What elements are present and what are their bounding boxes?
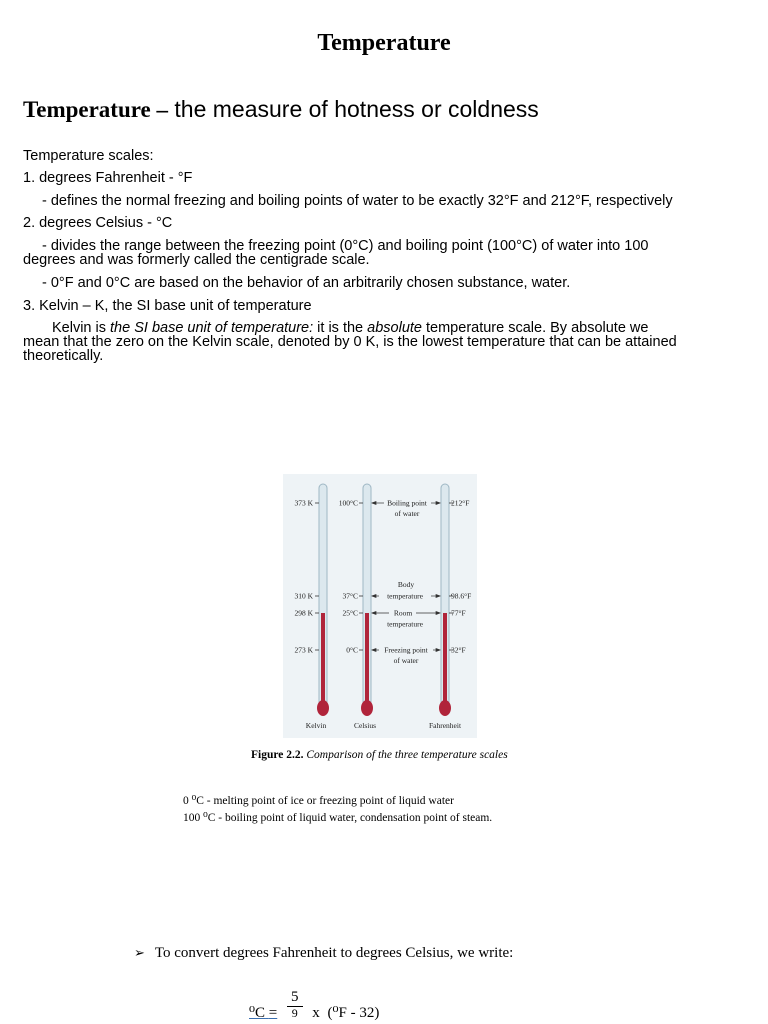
conversion-formula (249, 988, 379, 1022)
formula-rhs: (⁰F - 32) (327, 1005, 380, 1021)
room-temperature-label: Room (393, 608, 413, 618)
celsius-tick-label: 0°C (346, 645, 358, 655)
freezing-point-label: of water (393, 656, 419, 665)
kelvin-tick-label: 273 K (294, 645, 313, 655)
kelvin-tick-label: 373 K (294, 498, 313, 508)
note-boiling-point: 100 ⁰C - boiling point of liquid water, condensation point of steam. (183, 812, 493, 824)
formula-lhs (249, 1005, 277, 1021)
definition-heading (23, 96, 539, 123)
figure-caption-text: Comparison of the three temperature scales (303, 749, 508, 761)
celsius-tick-label: 100°C (338, 498, 358, 508)
kelvin-text-3: it is the (313, 320, 368, 336)
body-temperature-label: Body (397, 580, 415, 589)
page-title: Temperature (317, 30, 451, 56)
formula-numerator: 5 (287, 988, 303, 1007)
room-temperature-label: temperature (387, 619, 423, 629)
kelvin-line1 (23, 321, 753, 335)
celsius-detail2: - 0°F and 0°C are based on the behavior of an arbitrarily chosen substance, water. (42, 275, 571, 291)
boiling-point-label: Boiling point (387, 498, 427, 508)
arrow-bullet-icon: ➢ (134, 946, 145, 961)
celsius-tick-label: 25°C (342, 608, 358, 618)
formula-denominator: 9 (291, 1006, 298, 1020)
freezing-point-label: Freezing point (384, 645, 428, 655)
celsius-bulb (361, 700, 373, 716)
body-temperature-label: temperature (387, 591, 423, 601)
formula-celsius: ⁰C (249, 1005, 266, 1021)
fahrenheit-tick-label: 212°F (451, 498, 470, 508)
formula-times: x (312, 1005, 320, 1021)
fahrenheit-thermometer (439, 484, 451, 716)
formula-fraction (287, 988, 303, 1019)
kelvin-mercury (321, 613, 325, 706)
kelvin-text-2: the SI base unit of temperature: (110, 320, 314, 336)
kelvin-line2: mean that the zero on the Kelvin scale, denoted by 0 K, is the lowest temperature that can be attained (23, 334, 677, 350)
kelvin-label: 3. Kelvin – K, the SI base unit of temperature (23, 298, 312, 314)
kelvin-tick-label: 298 K (294, 608, 313, 618)
kelvin-bulb (317, 700, 329, 716)
celsius-detail-line2: degrees and was formerly called the centigrade scale. (23, 252, 370, 268)
celsius-detail (23, 239, 753, 267)
kelvin-text-4: absolute (367, 320, 422, 336)
scale-name-fahrenheit: Fahrenheit (428, 721, 462, 730)
celsius-tick-label: 37°C (342, 591, 358, 601)
celsius-thermometer (361, 484, 373, 716)
conversion-text: To convert degrees Fahrenheit to degrees Celsius, we write: (154, 945, 514, 961)
fahrenheit-bulb (439, 700, 451, 716)
kelvin-text-5: temperature scale. By absolute we (421, 320, 649, 336)
celsius-label: 2. degrees Celsius - °C (23, 215, 173, 231)
figure-caption-label: Figure 2.2. (251, 749, 304, 761)
fahrenheit-tick-label: 98.6°F (451, 591, 472, 601)
boiling-point-label: of water (394, 509, 420, 518)
conversion-bullet (134, 945, 513, 962)
heading-term: Temperature – (23, 97, 169, 122)
thermometer-figure (283, 474, 477, 738)
figure-caption (251, 749, 508, 761)
fahrenheit-tick-label: 77°F (451, 608, 466, 618)
kelvin-thermometer (317, 484, 329, 716)
fahrenheit-tick-label: 32°F (451, 645, 466, 655)
scale-name-kelvin: Kelvin (305, 721, 327, 730)
formula-equals: = (268, 1005, 278, 1021)
fahrenheit-detail: - defines the normal freezing and boiling points of water to be exactly 32°F and 212°F, respectively (42, 193, 673, 209)
kelvin-line3: theoretically. (23, 348, 104, 364)
scales-intro: Temperature scales: (23, 148, 154, 164)
kelvin-paragraph (23, 321, 753, 363)
fahrenheit-mercury (443, 613, 447, 706)
kelvin-text-1: Kelvin is (52, 320, 111, 336)
celsius-mercury (365, 613, 369, 706)
note-melting-point: 0 ⁰C - melting point of ice or freezing point of liquid water (183, 795, 454, 807)
heading-definition: the measure of hotness or coldness (168, 96, 539, 122)
kelvin-tick-label: 310 K (294, 591, 313, 601)
fahrenheit-label: 1. degrees Fahrenheit - °F (23, 170, 193, 186)
celsius-detail-line1: - divides the range between the freezing point (0°C) and boiling point (100°C) of water into 100 (42, 238, 649, 254)
scale-name-celsius: Celsius (353, 721, 377, 730)
